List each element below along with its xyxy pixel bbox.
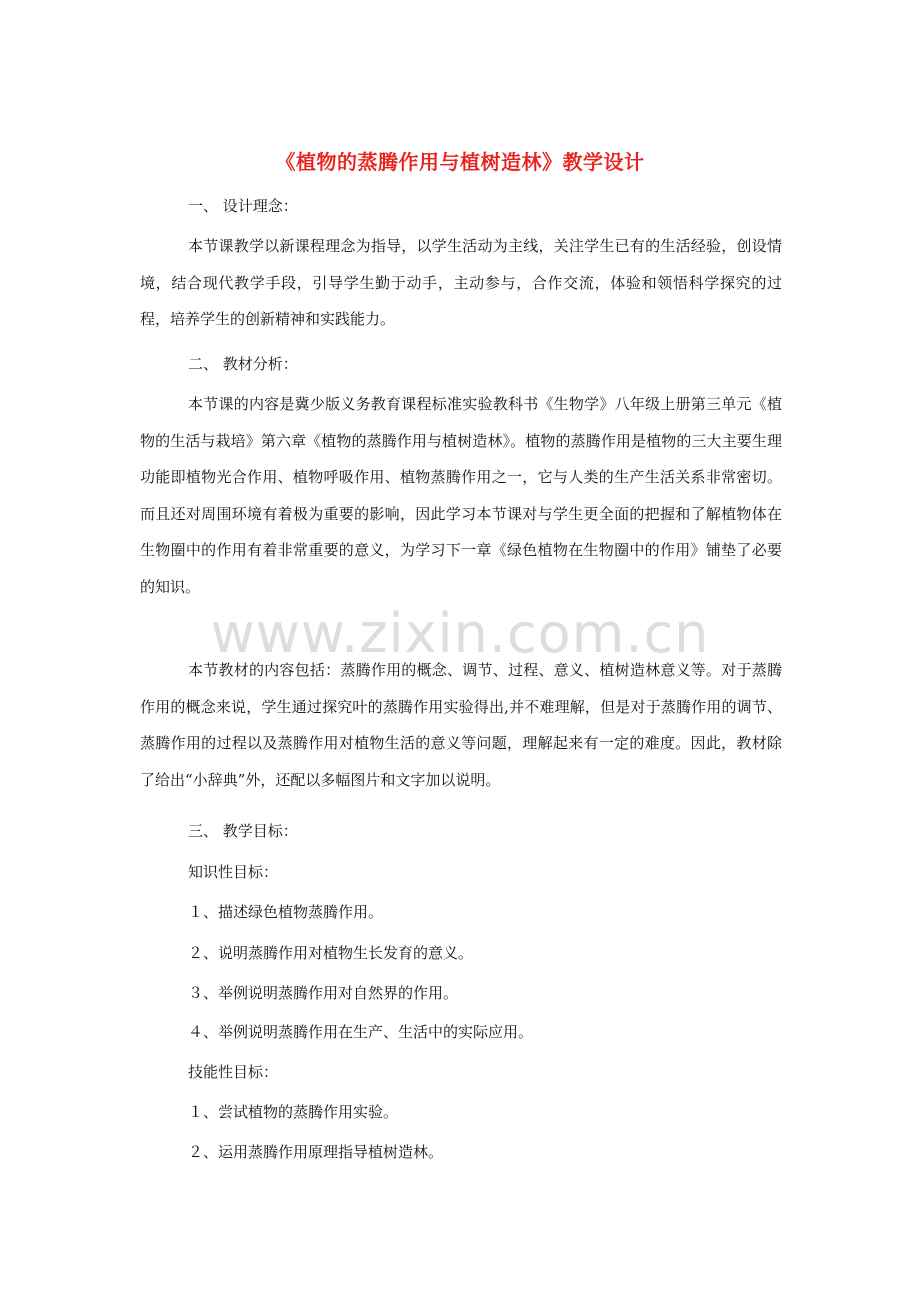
list-item: １、尝试植物的蒸腾作用实验。 [188,1103,399,1121]
watermark: www.zixin.com.cn [210,602,710,665]
subheading-skill-goals: 技能性目标： [188,1063,279,1081]
list-item: ２、说明蒸腾作用对植物生长发育的意义。 [188,944,474,962]
paragraph-material-analysis-2: 本节教材的内容包括：蒸腾作用的概念、调节、过程、意义、植树造林意义等。对于蒸腾作用的概念来说，学生通过探究叶的蒸腾作用实验得出,并不难理解，但是对于蒸腾作用的调节、蒸腾作用的过程以及蒸腾作用对植物生活的意义等问题，理解起来有一定的难度。因此，教材除了给出“小辞典”外，还配以多幅图片和文字加以说明。 [140,661,782,789]
paragraph-material-analysis-1: 本节课的内容是冀少版义务教育课程标准实验教科书《生物学》八年级上册第三单元《植物的生活与栽培》第六章《植物的蒸腾作用与植树造林》。植物的蒸腾作用是植物的三大主要生理功能即植物光合作用、植物呼吸作用、植物蒸腾作用之一，它与人类的生产生活关系非常密切。而且还对周围环境有着极为重要的影响，因此学习本节课对与学生更全面的把握和了解植物体在生物圈中的作用有着非常重要的意义，为学习下一章《绿色植物在生物圈中的作用》铺垫了必要的知识。 [140,395,782,596]
paragraph-design-concept: 本节课教学以新课程理念为指导，以学生活动为主线，关注学生已有的生活经验，创设情境，结合现代教学手段，引导学生勤于动手，主动参与，合作交流，体验和领悟科学探究的过程，培养学生的创新精神和实践能力。 [140,237,782,328]
list-item: ３、举例说明蒸腾作用对自然界的作用。 [188,984,459,1002]
section-heading-design-concept: 一、 设计理念： [188,197,298,215]
list-item: ４、举例说明蒸腾作用在生产、生活中的实际应用。 [188,1023,534,1041]
list-item: １、描述绿色植物蒸腾作用。 [188,903,384,921]
subheading-knowledge-goals: 知识性目标： [188,863,279,881]
section-heading-material-analysis: 二、 教材分析： [188,355,298,373]
document-title: 《植物的蒸腾作用与植树造林》教学设计 [275,150,645,174]
list-item: ２、运用蒸腾作用原理指导植树造林。 [188,1143,444,1161]
section-heading-teaching-goals: 三、 教学目标： [188,822,298,840]
